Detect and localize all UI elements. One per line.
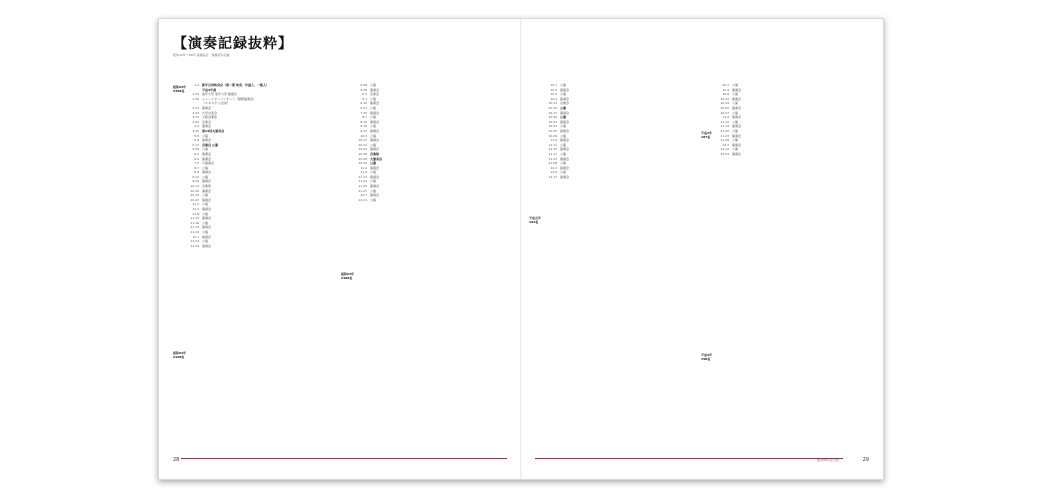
record-date: 12.14 [190, 239, 199, 244]
record-date: 11.4 [360, 165, 367, 170]
record-event: 公演 [370, 170, 377, 175]
record-event: 演奏会 [370, 87, 380, 92]
record-date: 10.2 [550, 87, 557, 92]
record-date: 12.11 [358, 197, 367, 202]
record-event: 演奏会 [202, 216, 212, 221]
record-date: 6.10 [360, 101, 367, 106]
record-date: 5.28 [192, 147, 199, 152]
page-number-left: 28 [173, 457, 180, 463]
era-label: 昭和63年 2398名 [173, 85, 187, 93]
record-date: 11.9 [360, 170, 367, 175]
record-date: 10.3 [550, 92, 557, 97]
record-date: 7.25 [360, 110, 367, 115]
record-event: 公演 [560, 105, 567, 110]
page-number-right: 29 [862, 457, 869, 463]
record-event: 公演 [732, 138, 739, 143]
record-event: 公演 [202, 220, 209, 225]
record-column [545, 83, 695, 179]
record-event: 公演 [370, 133, 377, 138]
record-event: 演奏会 [560, 96, 570, 101]
left-page [159, 19, 521, 479]
record-event: 公演 [370, 197, 377, 202]
record-event: 公演 [732, 101, 739, 106]
record-event: 演奏会 [202, 124, 212, 129]
record-event: 演奏会 [370, 174, 380, 179]
footer-rule [535, 458, 843, 459]
record-event: 公演 [732, 147, 739, 152]
record-event: 音楽会 公演 [202, 142, 219, 147]
record-event: 大演奏会 [202, 161, 215, 166]
record-date: 10.28 [358, 151, 367, 156]
record-date: 12.9 [550, 170, 557, 175]
record-date: 6.2 [194, 151, 199, 156]
record-row [355, 198, 511, 203]
record-date: 10.21 [358, 142, 367, 147]
record-date: 12.24 [720, 151, 729, 156]
record-date: 10.16 [190, 188, 199, 193]
record-date: 10.23 [548, 124, 557, 129]
record-date: 10.20 [548, 115, 557, 120]
record-row [717, 152, 869, 157]
record-date: 10.15 [548, 105, 557, 110]
record-event: 演奏会 [202, 138, 212, 143]
record-date: 5.26 [360, 83, 367, 87]
record-event: 演奏会 [560, 147, 570, 152]
record-date: 4.2 [194, 124, 199, 129]
record-event: 演奏会 [560, 128, 570, 133]
record-date: 11.28 [720, 138, 729, 143]
record-event: 演奏会 [202, 225, 212, 230]
record-event: 演奏会 [370, 193, 380, 198]
record-event: 演奏会 [732, 115, 742, 120]
record-date: 11.3 [550, 138, 557, 143]
record-event: 公演 [202, 147, 209, 152]
record-date: 11.8 [192, 211, 199, 216]
record-date: 8.7 [362, 115, 367, 120]
record-date: 6.7 [362, 96, 367, 101]
record-date: 2.24 [192, 110, 199, 115]
record-event: 公演 [560, 170, 567, 175]
record-event: 演奏会 [732, 142, 742, 147]
record-event: 公演 [732, 110, 739, 115]
record-date: 12.17 [548, 174, 557, 179]
record-event: 公演 [370, 161, 377, 166]
record-date: 3.22 [192, 119, 199, 124]
record-event: 音楽会 [370, 92, 380, 97]
record-event: 公演 [202, 239, 209, 244]
record-event: 演奏会 [202, 105, 212, 110]
record-column [717, 83, 869, 157]
record-date: 1.26 [192, 96, 199, 101]
record-date: 10.19 [190, 193, 199, 198]
record-event: 演奏会 [202, 188, 212, 193]
record-date: 10.20 [720, 105, 729, 110]
book-spread [158, 18, 884, 480]
record-date: 9.17 [360, 128, 367, 133]
record-date: 10.8 [722, 92, 729, 97]
record-date: 12.22 [190, 243, 199, 248]
record-event: 公演 [732, 119, 739, 124]
record-event: 演奏会 [732, 151, 742, 156]
record-event: 演奏会 [202, 151, 212, 156]
record-date: 11.10 [720, 119, 729, 124]
record-date: 8.8 [194, 170, 199, 175]
record-event: 公演 [560, 161, 567, 166]
record-date: 8.7 [194, 165, 199, 170]
record-event: 演奏会 [202, 234, 212, 239]
record-date: 10.17 [548, 110, 557, 115]
record-event: 公演 [202, 133, 209, 138]
era-label: 平成3年 150名 [701, 353, 713, 361]
record-date: 10.1 [550, 83, 557, 87]
record-event: 演奏会 [202, 197, 212, 202]
record-date: 11.27 [358, 188, 367, 193]
record-date: 11.24 [358, 179, 367, 184]
record-date: 9.12 [192, 174, 199, 179]
record-event: 演奏会 [370, 165, 380, 170]
record-date: 11.29 [190, 230, 199, 234]
record-event: 公演 [560, 142, 567, 147]
record-event: 公演 [732, 128, 739, 133]
record-event: 演奏会 [202, 207, 212, 212]
record-date: 12.7 [360, 193, 367, 198]
record-date: 1.23 [192, 92, 199, 97]
record-date: 10.11 [548, 101, 557, 106]
record-event: 演奏会 [732, 133, 742, 138]
record-date: 7.5 [194, 161, 199, 166]
record-event: 成年大学 成年大学 演奏会 [202, 92, 237, 97]
record-event: 演奏会 [560, 87, 570, 92]
record-date: 10.4 [722, 87, 729, 92]
record-date: 12.12 [720, 147, 729, 152]
record-event: 演奏会 [560, 156, 570, 161]
record-date: 3.13 [192, 115, 199, 120]
record-event: 音楽会 [202, 119, 212, 124]
page-title: 【演奏記録抜粋】 [173, 36, 293, 52]
record-date: 10.1 [722, 83, 729, 87]
record-date: 12.2 [722, 142, 729, 147]
record-date: 11.17 [548, 151, 557, 156]
record-date: 9.16 [360, 124, 367, 129]
record-event: 演奏会 [370, 128, 380, 133]
record-date: 6.21 [360, 105, 367, 110]
era-label: 昭和63年 2188名 [341, 272, 355, 280]
record-event: 演奏会 [370, 147, 380, 152]
record-event: 公演 [370, 96, 377, 101]
record-event: 演奏会 [202, 170, 212, 175]
record-event: 公演 [370, 115, 377, 120]
page-subtitle: 昭和43年〜64年 演奏曲目 演奏者を記載 [173, 53, 230, 57]
record-event: 大阪音楽祭 [202, 115, 218, 120]
record-event: 公演 [202, 165, 209, 170]
record-date: 5.8 [194, 133, 199, 138]
record-event: 演奏会 [370, 101, 380, 106]
record-date: 1.4 [194, 83, 199, 87]
record-row [545, 175, 695, 180]
record-event: 大学交流会 [202, 110, 218, 115]
record-date: 10.13 [190, 184, 199, 189]
record-event: 公演 [370, 105, 377, 110]
record-event: 公演 [560, 133, 567, 138]
record-date: 4.25 [192, 128, 199, 133]
record-date: 11.2 [192, 202, 199, 207]
record-date: 10.27 [720, 110, 729, 115]
record-event: 大演奏会 [370, 156, 383, 161]
record-date: 10.4 [550, 96, 557, 101]
record-event: 演奏会 [202, 243, 212, 248]
record-date: 11.14 [720, 124, 729, 129]
record-event: 演奏会 [370, 138, 380, 143]
record-date: 11.13 [190, 216, 199, 221]
record-date: 12.1 [192, 234, 199, 239]
record-event: 音楽祭 [202, 184, 212, 189]
record-date: 11.17 [358, 174, 367, 179]
record-date: 11.28 [548, 161, 557, 166]
record-event: 公演 [370, 179, 377, 184]
record-column [187, 83, 337, 248]
era-label: 平成2年 187名 [701, 131, 713, 139]
record-event: 公演 [560, 124, 567, 129]
record-date: 11.23 [548, 156, 557, 161]
record-event: 公演 [560, 151, 567, 156]
record-event: 演奏会 [560, 119, 570, 124]
record-event: 演奏会 [202, 156, 212, 161]
record-event: 演奏会 [560, 110, 570, 115]
era-label: 平成元年 191名 [529, 216, 542, 224]
footer-title: 創部50年記念誌 [817, 458, 839, 462]
record-event: 公演 [202, 193, 209, 198]
record-event: 公演 [732, 92, 739, 97]
record-date: 10.12 [720, 96, 729, 101]
record-date: 10.17 [358, 138, 367, 143]
record-date: 11.11 [548, 142, 557, 147]
record-event: 新年合同吹奏会（第一部 吹奏、外国人、一般人） [202, 83, 270, 87]
record-column [355, 83, 511, 202]
record-date: 10.25 [548, 128, 557, 133]
record-date: 6.9 [194, 156, 199, 161]
record-date: 11.15 [548, 147, 557, 152]
record-row [187, 244, 337, 249]
right-page [521, 19, 883, 479]
record-date: 11.3 [192, 207, 199, 212]
record-event: 演奏会 [370, 110, 380, 115]
record-event: 公演 [370, 142, 377, 147]
record-event: 演奏会 [732, 124, 742, 129]
record-event: 演奏会 [560, 138, 570, 143]
record-date: 10.24 [358, 147, 367, 152]
record-date: 9.29 [192, 179, 199, 184]
record-event: 公演 [202, 211, 209, 216]
record-date: 5.26 [360, 87, 367, 92]
record-event: 公演 [560, 83, 567, 87]
record-event: 公演 [560, 115, 567, 120]
record-event: （エキスポ 公会堂） [202, 101, 230, 106]
record-event: 公演 [732, 83, 739, 87]
record-event: ニューイヤーコンサート（国際演奏会） [202, 96, 257, 101]
record-event: 公演 [560, 92, 567, 97]
record-date: 8.15 [360, 119, 367, 124]
record-event: 公演 [370, 124, 377, 129]
record-event: 公演 [370, 188, 377, 193]
record-event: 音楽会 [560, 101, 570, 106]
record-date: 10.5 [360, 133, 367, 138]
record-date: 5.17 [192, 142, 199, 147]
record-date: 11.20 [720, 128, 729, 133]
footer-rule [181, 458, 507, 459]
record-date: 10.14 [720, 101, 729, 106]
record-date: 11.19 [190, 225, 199, 230]
era-label: 昭和62年 2128名 [173, 351, 187, 359]
record-date: 11.3 [722, 115, 729, 120]
record-event: 音楽祭 [370, 151, 380, 156]
record-date: 2.11 [192, 105, 199, 110]
record-event: 演奏会 [732, 105, 742, 110]
record-event: 演奏会 [732, 87, 742, 92]
record-event: 演奏会 [732, 96, 742, 101]
record-date: 12.3 [550, 165, 557, 170]
record-date: 6.5 [362, 92, 367, 97]
record-event: 公演 [202, 174, 209, 179]
record-event: 演奏会 [370, 119, 380, 124]
record-event: 演奏会 [560, 165, 570, 170]
record-event: 演奏会 [560, 174, 570, 179]
record-date: 10.22 [548, 119, 557, 124]
record-date: 10.29 [548, 133, 557, 138]
record-event: 公演 [370, 83, 377, 87]
record-event: 第13回大演奏会 [202, 128, 225, 133]
record-event: 平成4年度 [202, 87, 217, 92]
record-date: 11.23 [720, 133, 729, 138]
record-event: 公演 [202, 230, 209, 234]
record-event: 演奏会 [202, 179, 212, 184]
record-date: 10.30 [358, 161, 367, 166]
record-event: 演奏会 [370, 184, 380, 189]
record-date: 11.16 [190, 220, 199, 225]
record-date: 10.22 [190, 197, 199, 202]
record-date: 11.25 [358, 184, 367, 189]
record-event: 公演 [202, 202, 209, 207]
record-date: 5.8 [194, 138, 199, 143]
record-date: 10.28 [358, 156, 367, 161]
